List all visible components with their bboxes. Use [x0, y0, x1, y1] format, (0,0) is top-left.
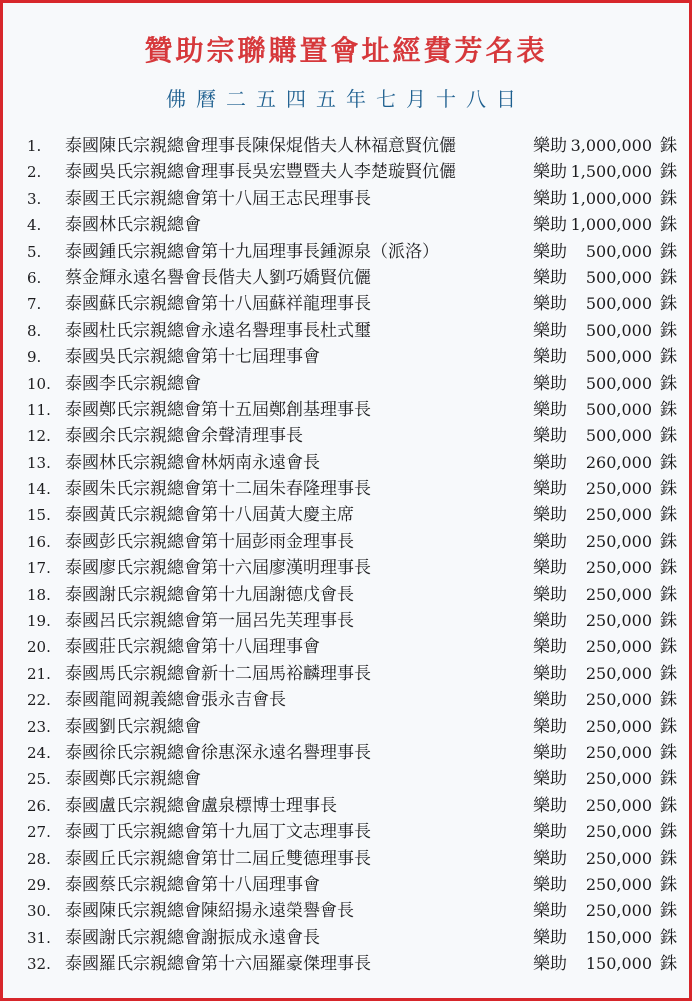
- currency-unit: 銖: [660, 215, 677, 236]
- list-item: [3, 529, 689, 555]
- list-item: [3, 872, 689, 898]
- currency-unit: 銖: [660, 663, 677, 684]
- currency-unit: 銖: [660, 505, 677, 526]
- currency-unit: 銖: [660, 188, 677, 209]
- donation-amount: 500,000: [585, 373, 652, 393]
- donor-name: 泰國鄭氏宗親總會: [65, 769, 201, 790]
- entry-number: 20.: [27, 638, 51, 657]
- donor-name: 泰國鍾氏宗親總會第十九屆理事長鍾源泉（派洛）: [65, 241, 439, 262]
- currency-unit: 銖: [660, 267, 677, 288]
- currency-unit: 銖: [660, 347, 677, 368]
- currency-unit: 銖: [660, 584, 677, 605]
- donation-amount: 500,000: [585, 399, 652, 419]
- entry-number: 6.: [27, 268, 42, 287]
- entry-number: 21.: [27, 664, 51, 683]
- currency-unit: 銖: [660, 531, 677, 552]
- currency-unit: 銖: [660, 320, 677, 341]
- currency-unit: 銖: [660, 954, 677, 975]
- currency-unit: 銖: [660, 294, 677, 315]
- donation-amount: 1,000,000: [570, 215, 652, 235]
- donation-label: 樂助: [533, 136, 567, 156]
- currency-unit: 銖: [660, 822, 677, 843]
- list-item: [3, 476, 689, 502]
- donation-label: 樂助: [533, 690, 567, 711]
- donor-name: 泰國杜氏宗親總會永遠名譽理事長杜式璽: [65, 320, 371, 341]
- entry-number: 22.: [27, 691, 51, 710]
- donor-name: 泰國吳氏宗親總會第十七屆理事會: [65, 347, 320, 368]
- list-item: [3, 582, 689, 608]
- list-item: [3, 502, 689, 528]
- list-item: [3, 344, 689, 370]
- donor-name: 泰國陳氏宗親總會陳紹揚永遠榮譽會長: [65, 901, 354, 922]
- list-item: [3, 661, 689, 687]
- donor-name: 泰國謝氏宗親總會第十九屆謝德戊會長: [65, 584, 354, 605]
- donation-label: 樂助: [533, 479, 567, 500]
- donation-amount: 250,000: [585, 611, 652, 631]
- currency-unit: 銖: [660, 690, 677, 711]
- donation-amount: 250,000: [585, 531, 652, 551]
- currency-unit: 銖: [660, 479, 677, 500]
- donor-name: 泰國王氏宗親總會第十八屆王志民理事長: [65, 188, 371, 209]
- donation-label: 樂助: [533, 637, 567, 658]
- currency-unit: 銖: [660, 241, 677, 262]
- donation-amount: 250,000: [585, 901, 652, 921]
- donation-amount: 250,000: [585, 690, 652, 710]
- donation-label: 樂助: [533, 611, 567, 632]
- donor-name: 泰國余氏宗親總會余聲清理事長: [65, 426, 303, 447]
- list-item: [3, 212, 689, 238]
- donation-label: 樂助: [533, 531, 567, 552]
- document-date: 佛曆二五四五年七月十八日: [166, 87, 526, 111]
- donation-amount: 150,000: [585, 954, 652, 974]
- entry-number: 18.: [27, 585, 51, 604]
- currency-unit: 銖: [660, 848, 677, 869]
- donation-amount: 260,000: [585, 452, 652, 472]
- entry-number: 27.: [27, 823, 51, 842]
- donor-name: 泰國蘇氏宗親總會第十八屆蘇祥龍理事長: [65, 294, 371, 315]
- list-item: [3, 819, 689, 845]
- donor-list: [3, 133, 689, 978]
- donation-label: 樂助: [533, 294, 567, 315]
- list-item: [3, 239, 689, 265]
- donation-amount: 250,000: [585, 663, 652, 683]
- entry-number: 23.: [27, 717, 51, 736]
- donation-amount: 250,000: [585, 637, 652, 657]
- donation-label: 樂助: [533, 769, 567, 790]
- donation-label: 樂助: [533, 848, 567, 869]
- donation-label: 樂助: [533, 215, 567, 236]
- donor-name: 泰國羅氏宗親總會第十六屆羅豪傑理事長: [65, 954, 371, 975]
- donation-label: 樂助: [533, 954, 567, 975]
- donor-name: 泰國莊氏宗親總會第十八屆理事會: [65, 637, 320, 658]
- donor-name: 泰國彭氏宗親總會第十屆彭雨金理事長: [65, 531, 354, 552]
- donor-name: 泰國謝氏宗親總會謝振成永遠會長: [65, 927, 320, 948]
- entry-number: 19.: [27, 612, 51, 631]
- currency-unit: 銖: [660, 742, 677, 763]
- entry-number: 14.: [27, 480, 51, 499]
- list-item: [3, 186, 689, 212]
- list-item: [3, 766, 689, 792]
- donor-name: 泰國黃氏宗親總會第十八屆黃大慶主席: [65, 505, 354, 526]
- entry-number: 25.: [27, 770, 51, 789]
- document-title: 贊助宗聯購置會址經費芳名表: [144, 34, 548, 67]
- donation-label: 樂助: [533, 716, 567, 737]
- entry-number: 13.: [27, 453, 51, 472]
- entry-number: 5.: [27, 242, 42, 261]
- donation-label: 樂助: [533, 822, 567, 843]
- entry-number: 28.: [27, 849, 51, 868]
- currency-unit: 銖: [660, 162, 677, 183]
- entry-number: 11.: [27, 400, 51, 419]
- donation-label: 樂助: [533, 742, 567, 763]
- entry-number: 24.: [27, 743, 51, 762]
- donation-label: 樂助: [533, 874, 567, 895]
- list-item: [3, 159, 689, 185]
- donor-name: 泰國盧氏宗親總會盧泉標博士理事長: [65, 795, 337, 816]
- donor-name: 泰國蔡氏宗親總會第十八屆理事會: [65, 874, 320, 895]
- list-item: [3, 898, 689, 924]
- donor-name: 泰國林氏宗親總會: [65, 215, 201, 236]
- donation-amount: 500,000: [585, 241, 652, 261]
- donor-name: 泰國林氏宗親總會林炳南永遠會長: [65, 452, 320, 473]
- donor-name: 泰國呂氏宗親總會第一屆呂先芙理事長: [65, 611, 354, 632]
- donation-label: 樂助: [533, 162, 567, 183]
- donation-label: 樂助: [533, 320, 567, 341]
- donation-amount: 3,000,000: [570, 136, 652, 155]
- entry-number: 7.: [27, 295, 42, 314]
- list-item: [3, 450, 689, 476]
- currency-unit: 銖: [660, 399, 677, 420]
- currency-unit: 銖: [660, 426, 677, 447]
- donor-name: 泰國丘氏宗親總會第廿二屆丘雙德理事長: [65, 848, 371, 869]
- list-item: [3, 291, 689, 317]
- donor-name: 泰國徐氏宗親總會徐惠深永遠名譽理事長: [65, 742, 371, 763]
- entry-number: 15.: [27, 506, 51, 525]
- donation-amount: 250,000: [585, 795, 652, 815]
- list-item: [3, 687, 689, 713]
- donation-amount: 250,000: [585, 716, 652, 736]
- donation-amount: 150,000: [585, 927, 652, 947]
- list-item: [3, 423, 689, 449]
- entry-number: 10.: [27, 374, 51, 393]
- entry-number: 26.: [27, 796, 51, 815]
- donation-amount: 1,000,000: [570, 188, 652, 208]
- entry-number: 32.: [27, 955, 51, 974]
- list-item: [3, 555, 689, 581]
- donor-name: 泰國李氏宗親總會: [65, 373, 201, 394]
- donation-amount: 250,000: [585, 558, 652, 578]
- currency-unit: 銖: [660, 611, 677, 632]
- list-item: [3, 608, 689, 634]
- donation-label: 樂助: [533, 452, 567, 473]
- entry-number: 8.: [27, 321, 42, 340]
- donation-label: 樂助: [533, 347, 567, 368]
- donation-label: 樂助: [533, 241, 567, 262]
- donation-amount: 250,000: [585, 822, 652, 842]
- entry-number: 9.: [27, 348, 42, 367]
- entry-number: 16.: [27, 532, 51, 551]
- donation-amount: 250,000: [585, 742, 652, 762]
- list-item: [3, 714, 689, 740]
- donation-amount: 250,000: [585, 584, 652, 604]
- donation-label: 樂助: [533, 663, 567, 684]
- donation-amount: 250,000: [585, 769, 652, 789]
- list-item: [3, 371, 689, 397]
- currency-unit: 銖: [660, 901, 677, 922]
- entry-number: 12.: [27, 427, 51, 446]
- donation-label: 樂助: [533, 505, 567, 526]
- donation-label: 樂助: [533, 399, 567, 420]
- list-item: [3, 846, 689, 872]
- currency-unit: 銖: [660, 874, 677, 895]
- donation-amount: 500,000: [585, 347, 652, 367]
- list-item: [3, 265, 689, 291]
- donation-label: 樂助: [533, 795, 567, 816]
- donation-amount: 250,000: [585, 479, 652, 499]
- donation-label: 樂助: [533, 188, 567, 209]
- entry-number: 4.: [27, 216, 42, 235]
- list-item: [3, 634, 689, 660]
- donor-name: 泰國吳氏宗親總會理事長吳宏豐暨夫人李楚璇賢伉儷: [65, 162, 456, 183]
- donation-amount: 500,000: [585, 294, 652, 314]
- donation-amount: 1,500,000: [570, 162, 652, 182]
- entry-number: 30.: [27, 902, 51, 921]
- donation-amount: 250,000: [585, 848, 652, 868]
- list-item: [3, 793, 689, 819]
- donation-amount: 500,000: [585, 320, 652, 340]
- list-item: [3, 318, 689, 344]
- donor-name: 泰國龍岡親義總會張永吉會長: [65, 690, 286, 711]
- donor-name: 泰國鄭氏宗親總會第十五屆鄭創基理事長: [65, 399, 371, 420]
- list-item: [3, 397, 689, 423]
- entry-number: 2.: [27, 163, 42, 182]
- donation-label: 樂助: [533, 373, 567, 394]
- currency-unit: 銖: [660, 769, 677, 790]
- list-item: [3, 133, 689, 159]
- donation-label: 樂助: [533, 584, 567, 605]
- currency-unit: 銖: [660, 927, 677, 948]
- donor-name: 泰國朱氏宗親總會第十二屆朱春隆理事長: [65, 479, 371, 500]
- donation-amount: 250,000: [585, 505, 652, 525]
- currency-unit: 銖: [660, 795, 677, 816]
- currency-unit: 銖: [660, 637, 677, 658]
- currency-unit: 銖: [660, 136, 677, 156]
- currency-unit: 銖: [660, 373, 677, 394]
- donation-amount: 250,000: [585, 874, 652, 894]
- donor-name: 泰國劉氏宗親總會: [65, 716, 201, 737]
- list-item: [3, 740, 689, 766]
- donation-label: 樂助: [533, 426, 567, 447]
- currency-unit: 銖: [660, 558, 677, 579]
- entry-number: 3.: [27, 189, 42, 208]
- donation-amount: 500,000: [585, 267, 652, 287]
- donation-label: 樂助: [533, 558, 567, 579]
- entry-number: 1.: [27, 137, 42, 155]
- donor-name: 蔡金輝永遠名譽會長偕夫人劉巧嬌賢伉儷: [65, 267, 371, 288]
- donor-name: 泰國丁氏宗親總會第十九屆丁文志理事長: [65, 822, 371, 843]
- entry-number: 29.: [27, 875, 51, 894]
- currency-unit: 銖: [660, 452, 677, 473]
- donor-name: 泰國廖氏宗親總會第十六屆廖漢明理事長: [65, 558, 371, 579]
- donation-amount: 500,000: [585, 426, 652, 446]
- entry-number: 17.: [27, 559, 51, 578]
- donation-label: 樂助: [533, 901, 567, 922]
- entry-number: 31.: [27, 928, 51, 947]
- currency-unit: 銖: [660, 716, 677, 737]
- donor-name: 泰國陳氏宗親總會理事長陳保焜偕夫人林福意賢伉儷: [65, 136, 456, 156]
- donor-name: 泰國馬氏宗親總會新十二屆馬裕麟理事長: [65, 663, 371, 684]
- list-item: [3, 925, 689, 951]
- donation-label: 樂助: [533, 927, 567, 948]
- donation-label: 樂助: [533, 267, 567, 288]
- list-item: [3, 951, 689, 977]
